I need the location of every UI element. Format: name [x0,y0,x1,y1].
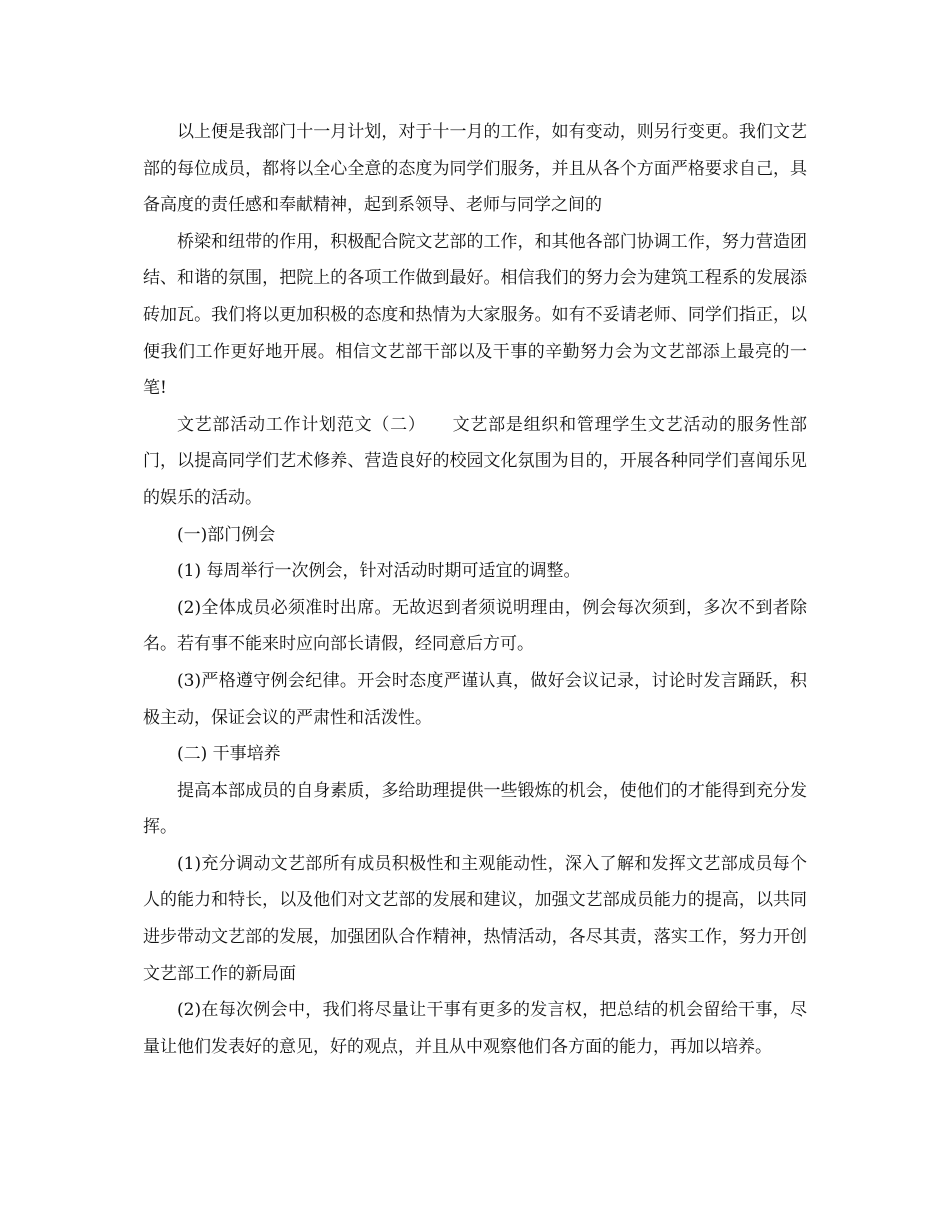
section-heading-staff-training: (二) 干事培养 [177,744,281,765]
list-item-meeting-3: (3)严格遵守例会纪律。开会时态度严谨认真，做好会议记录，讨论时发言踊跃，积极主动，保证会议的严肃性和活泼性。 [143,670,807,728]
list-item-training-2: (2)在每次例会中，我们将尽量让干事有更多的发言权，把总结的机会留给干事，尽量让他们发表好的意见，好的观点，并且从中观察他们各方面的能力，再加以培养。 [143,1000,807,1057]
list-item-meeting-2: (2)全体成员必须准时出席。无故迟到者须说明理由，例会每次须到，多次不到者除名。若有事不能来时应向部长请假，经同意后方可。 [143,597,807,655]
section-heading-meetings: (一)部门例会 [177,524,276,545]
list-item-meeting-1: (1) 每周举行一次例会，针对活动时期可适宜的调整。 [177,561,581,582]
list-item-training-1: (1)充分调动文艺部所有成员积极性和主观能动性，深入了解和发挥文艺部成员每个人的能力和特长，以及他们对文艺部的发展和建议，加强文艺部成员能力的提高，以共同进步带动文艺部的发展，加强团队合作精神，热情活动，各尽其责，落实工作，努力开创文艺部工作的新局面 [143,853,807,984]
document-body [143,114,807,1065]
paragraph-bridge-role: 桥梁和纽带的作用，积极配合院文艺部的工作，和其他各部门协调工作，努力营造团结、和谐的氛围，把院上的各项工作做到最好。相信我们的努力会为建筑工程系的发展添砖加瓦。我们将以更加积极的态度和热情为大家服务。如有不妥请老师、同学们指正，以便我们工作更好地开展。相信文艺部干部以及干事的辛勤努力会为文艺部添上最亮的一笔! [143,231,807,399]
paragraph-plan-two-intro: 文艺部活动工作计划范文（二） 文艺部是组织和管理学生文艺活动的服务性部门，以提高同学们艺术修养、营造良好的校园文化氛围为目的，开展各种同学们喜闻乐见的娱乐的活动。 [143,414,807,508]
paragraph-training-intro: 提高本部成员的自身素质，多给助理提供一些锻炼的机会，使他们的才能得到充分发挥。 [143,780,807,838]
paragraph-closing-summary: 以上便是我部门十一月计划，对于十一月的工作，如有变动，则另行变更。我们文艺部的每位成员，都将以全心全意的态度为同学们服务，并且从各个方面严格要求自己，具备高度的责任感和奉献精神，起到系领导、老师与同学之间的 [143,122,807,216]
